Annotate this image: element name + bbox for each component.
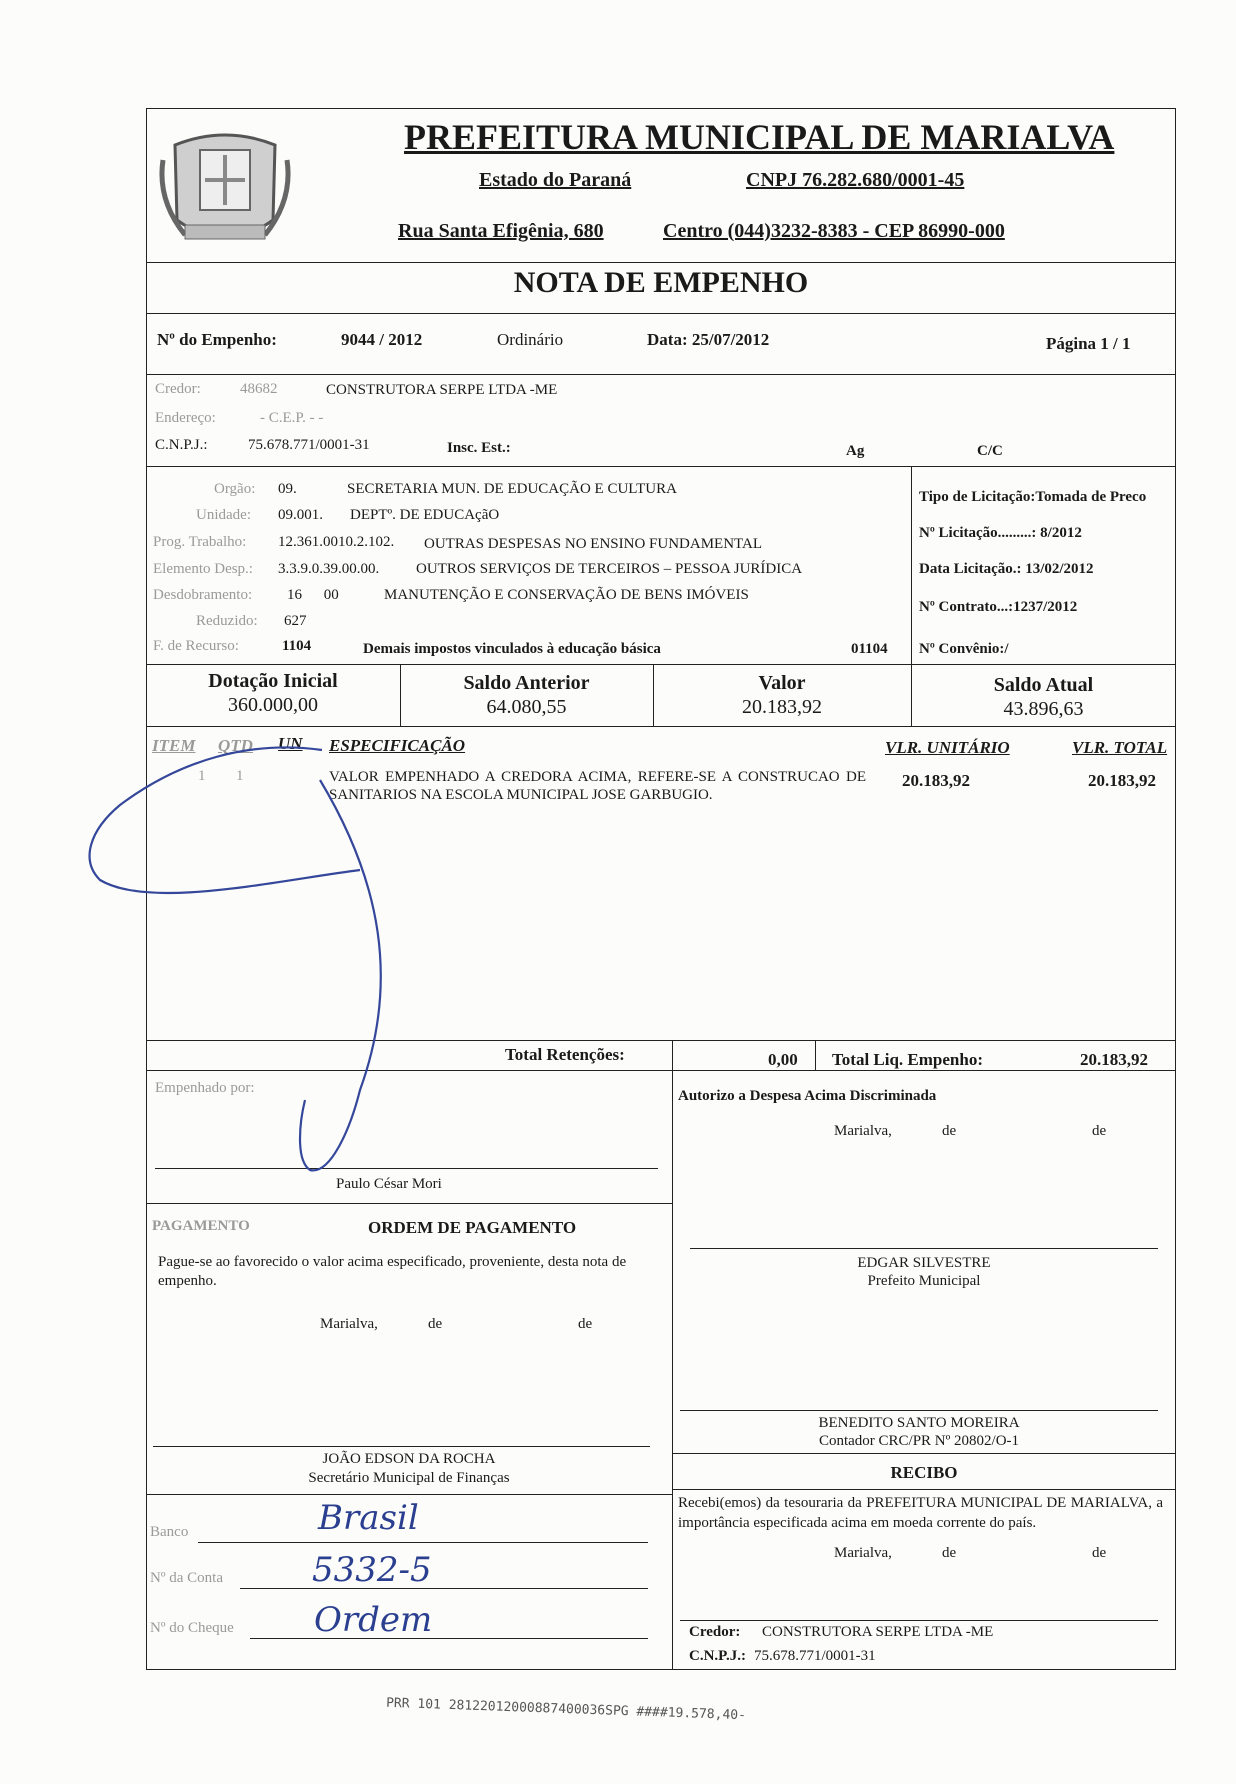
page-number: Página 1 / 1	[1046, 334, 1131, 353]
handwritten-banco: Brasil	[318, 1498, 419, 1538]
autorizo-de-2: de	[1092, 1123, 1107, 1139]
recibo-credor-label: Credor:	[689, 1624, 741, 1640]
desdobramento-desc: MANUTENÇÃO E CONSERVAÇÃO DE BENS IMÓVEIS	[384, 587, 749, 603]
handwritten-conta: 5332-5	[312, 1550, 432, 1590]
prog-trabalho-code: 12.361.0010.2.102.	[278, 534, 395, 550]
col-un-header: UN	[278, 734, 303, 753]
orgao-label: Orgão:	[214, 481, 256, 497]
banco-label: Banco	[150, 1524, 189, 1540]
total-retencoes-value: 0,00	[768, 1050, 798, 1069]
fonte-recurso-extra: 01104	[851, 641, 888, 657]
prefeito-name: EDGAR SILVESTRE	[857, 1255, 991, 1271]
document-title: NOTA DE EMPENHO	[513, 266, 809, 299]
credor-name: CONSTRUTORA SERPE LTDA -ME	[326, 382, 558, 398]
recibo-credor-value: CONSTRUTORA SERPE LTDA -ME	[762, 1624, 994, 1640]
signature-scribble	[60, 720, 460, 1200]
prog-trabalho-desc: OUTRAS DESPESAS NO ENSINO FUNDAMENTAL	[424, 536, 762, 552]
cnpj-label: C.N.P.J.:	[155, 437, 208, 453]
agencia-label: Ag	[846, 443, 865, 459]
reduzido-label: Reduzido:	[196, 613, 258, 629]
credor-code: 48682	[240, 381, 278, 397]
recibo-de-2: de	[1092, 1545, 1107, 1561]
dotacao-inicial-value: 360.000,00	[228, 694, 318, 716]
empenhado-por-label: Empenhado por:	[155, 1080, 255, 1096]
data-licitacao: Data Licitação.: 13/02/2012	[919, 561, 1094, 577]
col-item-header: ITEM	[152, 736, 196, 755]
empenhado-signer: Paulo César Mori	[336, 1176, 442, 1192]
handwritten-cheque: Ordem	[314, 1600, 433, 1640]
dotacao-inicial-label: Dotação Inicial	[208, 670, 338, 692]
secretario-name: JOÃO EDSON DA ROCHA	[322, 1451, 496, 1467]
recibo-text: Recebi(emos) da tesouraria da PREFEITURA MUNICIPAL DE MARIALVA, a importância especificada acima em moeda corrente do país.	[678, 1495, 1163, 1531]
saldo-atual-value: 43.896,63	[1003, 698, 1084, 720]
elemento-label: Elemento Desp.:	[153, 561, 253, 577]
saldo-atual-label: Saldo Atual	[993, 674, 1094, 696]
conta-corrente-label: C/C	[977, 443, 1003, 459]
desdobramento-code: 16 00	[287, 587, 339, 603]
saldo-anterior-label: Saldo Anterior	[463, 672, 590, 694]
total-liquido-label: Total Liq. Empenho:	[832, 1050, 983, 1069]
footer-authentication-code: PRR 101 28122012000887400036SPG ####19.578,40-	[385, 1695, 747, 1724]
header-cnpj: CNPJ 76.282.680/0001-45	[746, 169, 965, 191]
empenho-number: 9044 / 2012	[341, 330, 423, 349]
state-name: Estado do Paraná	[479, 169, 632, 191]
recibo-title: RECIBO	[890, 1463, 958, 1482]
numero-contrato: Nº Contrato...:1237/2012	[919, 599, 1078, 615]
empenho-type: Ordinário	[497, 330, 564, 349]
recibo-cnpj-label: C.N.P.J.:	[689, 1648, 746, 1664]
endereco-label: Endereço:	[155, 410, 216, 426]
autorizo-title: Autorizo a Despesa Acima Discriminada	[678, 1088, 937, 1104]
tipo-licitacao: Tipo de Licitação:Tomada de Preco	[919, 489, 1147, 505]
item-vlr-unitario: 20.183,92	[902, 771, 970, 790]
unidade-code: 09.001.	[278, 507, 323, 523]
endereco-value: - C.E.P. - -	[260, 410, 324, 426]
address-rest: Centro (044)3232-8383 - CEP 86990-000	[663, 220, 1005, 242]
recibo-place: Marialva,	[834, 1545, 892, 1561]
coat-of-arms-logo	[155, 120, 295, 260]
pagamento-de-2: de	[578, 1316, 593, 1332]
reduzido-code: 627	[284, 613, 307, 629]
municipality-title: PREFEITURA MUNICIPAL DE MARIALVA	[404, 117, 1115, 157]
empenho-date: Data: 25/07/2012	[647, 330, 770, 349]
fonte-recurso-label: F. de Recurso:	[153, 638, 239, 654]
fonte-recurso-desc: Demais impostos vinculados à educação básica	[363, 641, 661, 657]
contador-role: Contador CRC/PR Nº 20802/O-1	[818, 1433, 1020, 1449]
prefeito-role: Prefeito Municipal	[867, 1273, 981, 1289]
valor-value: 20.183,92	[742, 696, 822, 718]
autorizo-place: Marialva,	[834, 1123, 892, 1139]
desdobramento-label: Desdobramento:	[153, 587, 253, 603]
secretario-role: Secretário Municipal de Finanças	[308, 1470, 510, 1486]
cheque-label: Nº do Cheque	[150, 1620, 234, 1636]
total-retencoes-label: Total Retenções:	[505, 1045, 625, 1064]
col-especificacao-header: ESPECIFICAÇÃO	[329, 736, 466, 755]
elemento-code: 3.3.9.0.39.00.00.	[278, 561, 380, 577]
autorizo-de-1: de	[942, 1123, 957, 1139]
recibo-cnpj-value: 75.678.771/0001-31	[754, 1648, 876, 1664]
orgao-code: 09.	[278, 481, 297, 497]
street-address: Rua Santa Efigênia, 680	[398, 220, 604, 242]
conta-label: Nº da Conta	[150, 1570, 223, 1586]
item-especificacao: VALOR EMPENHADO A CREDORA ACIMA, REFERE-SE A CONSTRUCAO DE SANITARIOS NA ESCOLA MUNICIPAL JOSE GARBUGIO.	[329, 769, 866, 803]
col-qtd-header: QTD	[218, 736, 253, 755]
col-vlr-unitario-header: VLR. UNITÁRIO	[885, 738, 1010, 757]
total-liquido-value: 20.183,92	[1080, 1050, 1148, 1069]
pagamento-de-1: de	[428, 1316, 443, 1332]
contador-name: BENEDITO SANTO MOREIRA	[818, 1415, 1020, 1431]
unidade-desc: DEPTº. DE EDUCAçãO	[350, 507, 500, 523]
insc-est-label: Insc. Est.:	[447, 440, 511, 456]
unidade-label: Unidade:	[196, 507, 251, 523]
credor-cnpj: 75.678.771/0001-31	[248, 437, 370, 453]
ordem-pagamento-title: ORDEM DE PAGAMENTO	[368, 1218, 577, 1237]
col-vlr-total-header: VLR. TOTAL	[1072, 738, 1168, 757]
fonte-recurso-code: 1104	[282, 638, 312, 654]
pagamento-label: PAGAMENTO	[152, 1218, 250, 1234]
numero-convenio: Nº Convênio:/	[919, 641, 1009, 657]
valor-label: Valor	[758, 672, 806, 694]
prog-trabalho-label: Prog. Trabalho:	[153, 534, 247, 550]
orgao-desc: SECRETARIA MUN. DE EDUCAÇÃO E CULTURA	[347, 481, 677, 497]
saldo-anterior-value: 64.080,55	[486, 696, 567, 718]
pagamento-place: Marialva,	[320, 1316, 378, 1332]
credor-label: Credor:	[155, 381, 201, 397]
item-vlr-total: 20.183,92	[1088, 771, 1156, 790]
ordem-pagamento-text: Pague-se ao favorecido o valor acima especificado, proveniente, desta nota de empenho.	[158, 1254, 627, 1289]
numero-licitacao: Nº Licitação.........: 8/2012	[919, 525, 1082, 541]
elemento-desc: OUTROS SERVIÇOS DE TERCEIROS – PESSOA JURÍDICA	[416, 561, 803, 577]
item-number: 1	[198, 768, 206, 784]
empenho-number-label: Nº do Empenho:	[157, 330, 277, 349]
item-qtd: 1	[236, 768, 244, 784]
recibo-de-1: de	[942, 1545, 957, 1561]
